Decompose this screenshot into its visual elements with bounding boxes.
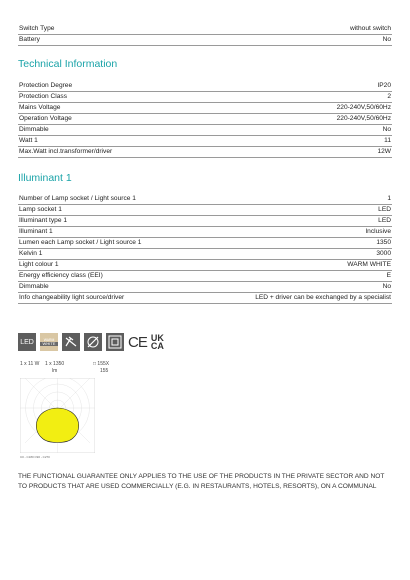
guarantee-note: THE FUNCTIONAL GUARANTEE ONLY APPLIES TO THE USE OF THE PRODUCTS IN THE PRIVATE SECTOR AND NOT TO PRODUCTS THAT ARE USED COMMERCIALLY (E.G. IN RESTAURANTS, HOTELS, RESORTS), ON A COMMUNAL bbox=[18, 473, 385, 490]
spec-label: Illuminant type 1 bbox=[18, 215, 195, 226]
spec-label: Light colour 1 bbox=[18, 259, 195, 270]
spec-value: without switch bbox=[192, 24, 392, 34]
polar-caption: C0 - C180 C90 - C270 bbox=[20, 455, 50, 459]
spec-value: 12W bbox=[253, 146, 392, 157]
caption-size: □ 155X bbox=[93, 361, 110, 367]
table-row bbox=[18, 259, 392, 270]
ukca-bottom: CA bbox=[150, 341, 164, 351]
led-icon bbox=[18, 333, 36, 351]
table-row bbox=[18, 237, 392, 248]
table-row bbox=[18, 102, 392, 113]
illuminant-table bbox=[18, 194, 392, 304]
spec-label: Illuminant 1 bbox=[18, 226, 195, 237]
table-row bbox=[18, 215, 392, 226]
spec-value: IP20 bbox=[253, 81, 392, 91]
spec-label: Dimmable bbox=[18, 124, 253, 135]
spec-value: Inclusive bbox=[195, 226, 392, 237]
caption-lm: lm bbox=[52, 368, 58, 374]
table-row bbox=[18, 113, 392, 124]
table-row bbox=[18, 204, 392, 215]
spec-value: LED bbox=[195, 204, 392, 215]
technical-table bbox=[18, 81, 392, 158]
ukca-top: UK bbox=[150, 333, 164, 343]
spec-value: 11 bbox=[253, 135, 392, 146]
table-row bbox=[18, 292, 392, 303]
spec-value: No bbox=[195, 281, 392, 292]
spec-label: Dimmable bbox=[18, 281, 195, 292]
spec-label: Switch Type bbox=[18, 24, 192, 34]
table-row bbox=[18, 194, 392, 204]
caption-size-2: 155 bbox=[100, 368, 109, 374]
table-row bbox=[18, 34, 392, 45]
spec-label: Max.Watt incl.transformer/driver bbox=[18, 146, 253, 157]
table-row bbox=[18, 226, 392, 237]
light-distribution-diagram bbox=[20, 378, 95, 453]
spec-value: 2 bbox=[253, 91, 392, 102]
spec-label: Kelvin 1 bbox=[18, 248, 195, 259]
table-row bbox=[18, 81, 392, 91]
caption-lumen: 1 x 1350 bbox=[45, 361, 65, 367]
table-row bbox=[18, 281, 392, 292]
table-row bbox=[18, 124, 392, 135]
led-icon-label: LED bbox=[20, 338, 34, 346]
spec-label: Number of Lamp socket / Light source 1 bbox=[18, 194, 195, 204]
icon-strip bbox=[18, 333, 164, 351]
table-row bbox=[18, 248, 392, 259]
spec-value: 220-240V,50/60Hz bbox=[253, 102, 392, 113]
spec-value: LED + driver can be exchanged by a specialist bbox=[195, 292, 392, 303]
spec-value: 220-240V,50/60Hz bbox=[253, 113, 392, 124]
table-row bbox=[18, 24, 392, 34]
spec-label: Protection Class bbox=[18, 91, 253, 102]
ce-mark-icon: CE bbox=[128, 333, 147, 351]
spec-label: Protection Degree bbox=[18, 81, 253, 91]
spec-value: 3000 bbox=[195, 248, 392, 259]
warm-white-icon bbox=[40, 333, 58, 351]
table-row bbox=[18, 146, 392, 157]
white-label: WHITE bbox=[40, 342, 58, 346]
spec-label: Info changeability light source/driver bbox=[18, 292, 195, 303]
spec-label: Watt 1 bbox=[18, 135, 253, 146]
top-spec-table bbox=[18, 24, 392, 46]
spec-label: Mains Voltage bbox=[18, 102, 253, 113]
warm-label: WARM bbox=[43, 338, 55, 342]
spec-label: Operation Voltage bbox=[18, 113, 253, 124]
spec-label: Energy efficiency class (EEI) bbox=[18, 270, 195, 281]
spec-value: 1350 bbox=[195, 237, 392, 248]
spec-value: E bbox=[195, 270, 392, 281]
spec-value: WARM WHITE bbox=[195, 259, 392, 270]
beam-angle-icon bbox=[62, 333, 80, 351]
spec-label: Battery bbox=[18, 34, 192, 45]
caption-watt: 1 x 11 W bbox=[20, 361, 40, 367]
ukca-mark-icon bbox=[151, 334, 164, 350]
spec-value: 1 bbox=[195, 194, 392, 204]
spec-value: No bbox=[192, 34, 392, 45]
table-row bbox=[18, 135, 392, 146]
spec-label: Lamp socket 1 bbox=[18, 204, 195, 215]
spec-value: No bbox=[253, 124, 392, 135]
protection-class-icon bbox=[106, 333, 124, 351]
illuminant-heading: Illuminant 1 bbox=[18, 172, 72, 184]
table-row bbox=[18, 91, 392, 102]
spec-value: LED bbox=[195, 215, 392, 226]
spec-label: Lumen each Lamp socket / Light source 1 bbox=[18, 237, 195, 248]
dimmer-off-icon bbox=[84, 333, 102, 351]
technical-heading: Technical Information bbox=[18, 58, 118, 70]
table-row bbox=[18, 270, 392, 281]
